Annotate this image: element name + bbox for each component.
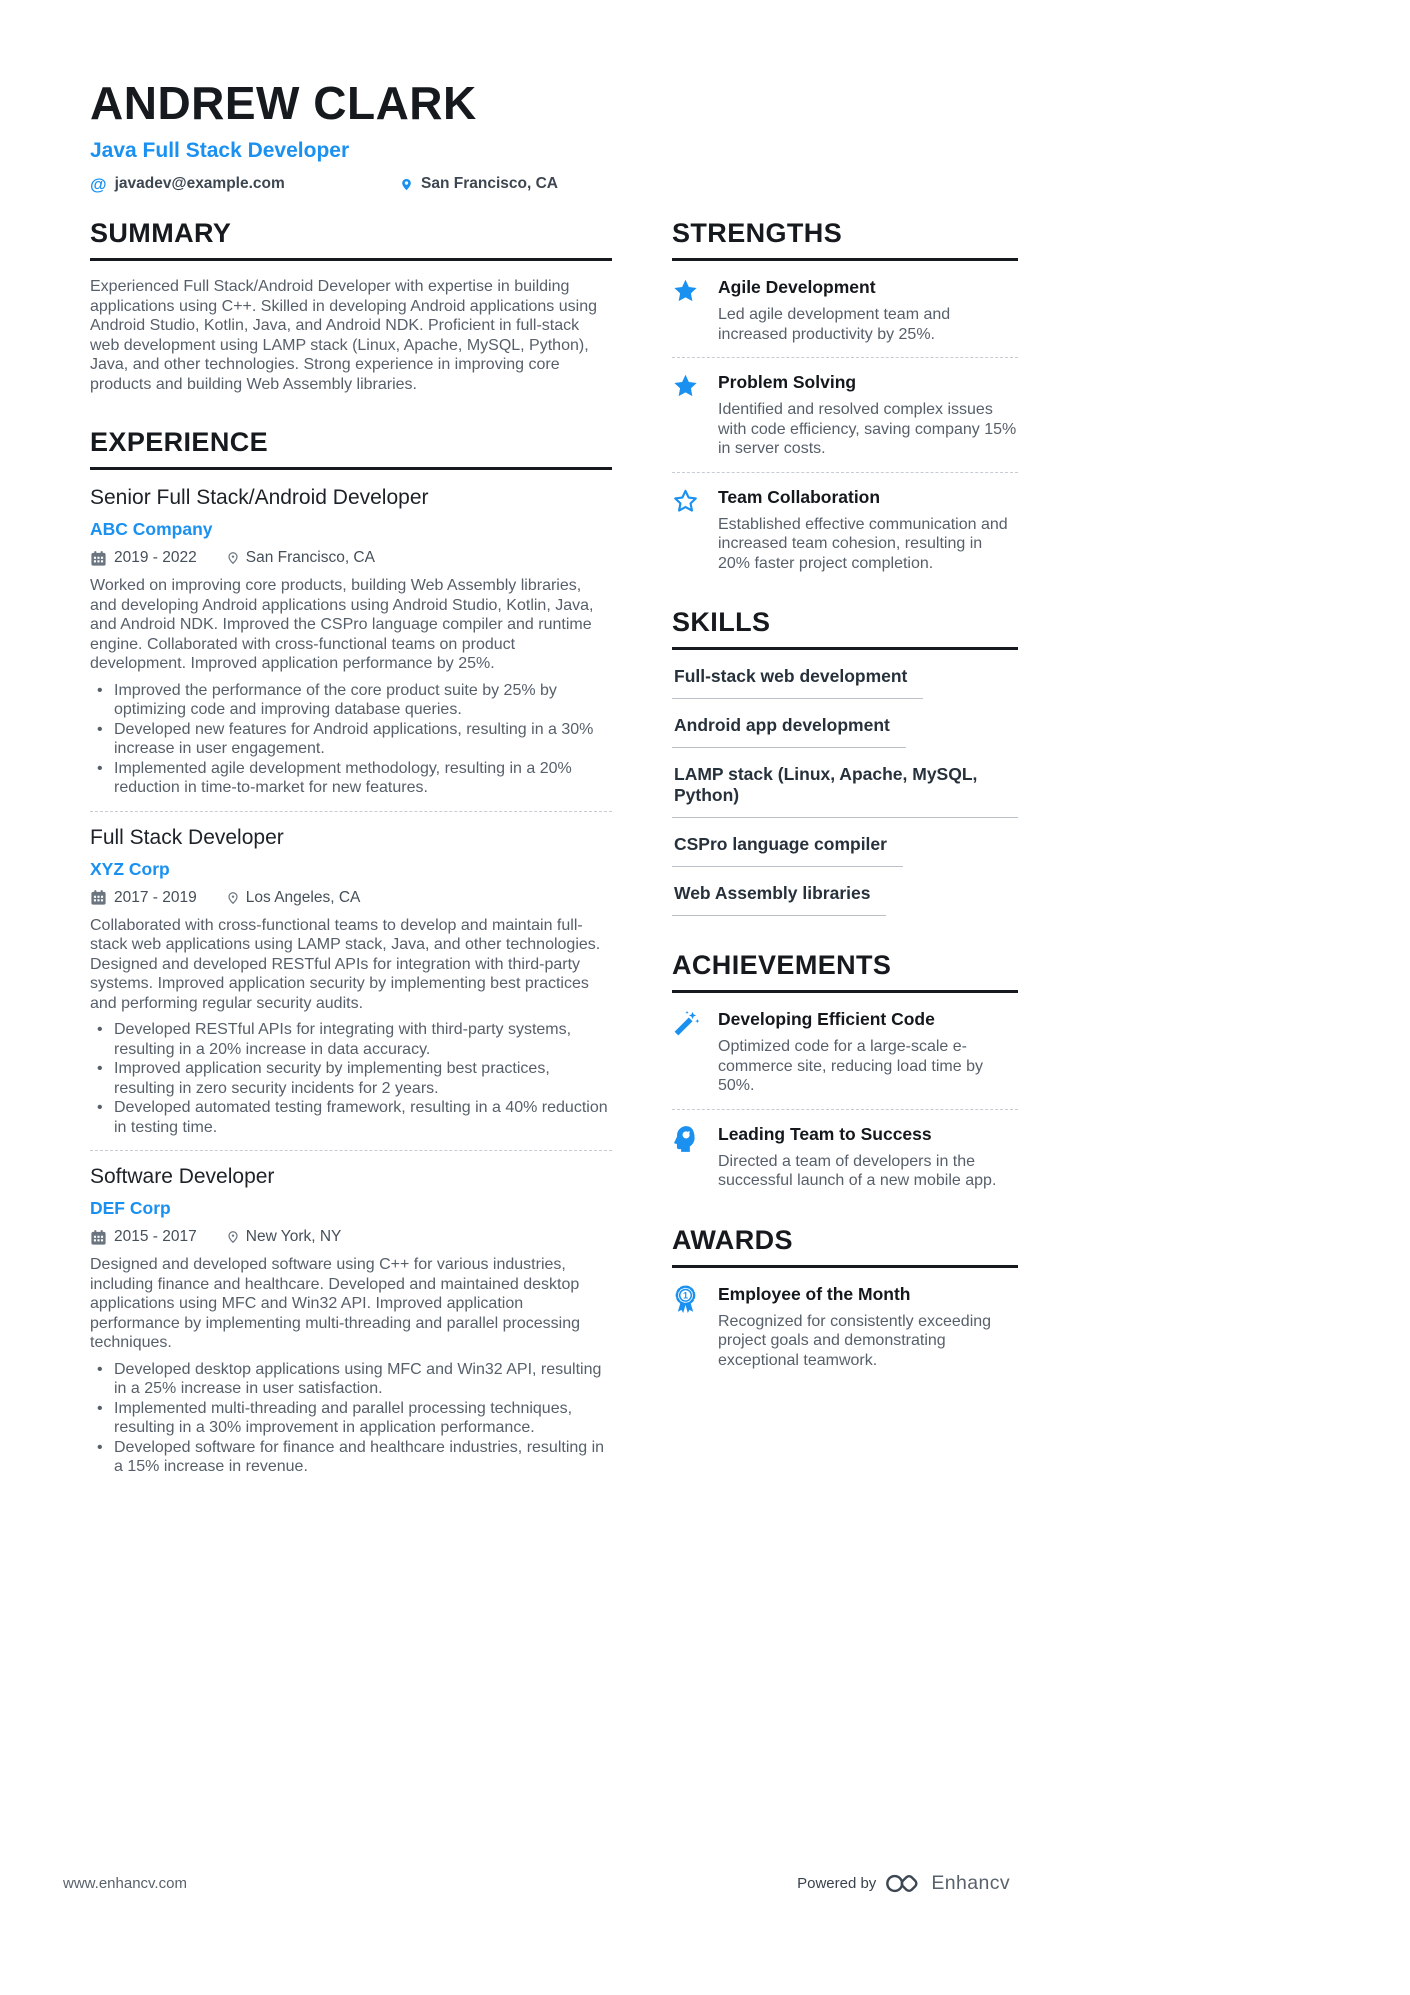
enhancv-logo-text: Enhancv [931, 1872, 1010, 1894]
skills-section [672, 607, 1018, 916]
job-entry [90, 486, 612, 798]
job-bullet: • Developed automated testing framework, resulting in a 40% reduction in testing time. [90, 1098, 612, 1137]
strength-item [672, 277, 1018, 344]
summary-heading: SUMMARY [90, 218, 612, 261]
page-footer [63, 1872, 1010, 1895]
job-title: Full Stack Developer [90, 825, 284, 849]
job-bullet: • Developed desktop applications using MFC and Win32 API, resulting in a 25% increase in user satisfaction. [90, 1360, 612, 1399]
achievement-text: Optimized code for a large-scale e-commerce site, reducing load time by 50%. [718, 1038, 983, 1094]
location-pin-icon [400, 176, 413, 193]
strength-item [672, 487, 1018, 574]
job-meta [90, 549, 612, 567]
strengths-section [672, 218, 1018, 573]
job-description: Collaborated with cross-functional teams to develop and maintain full-stack web applications using LAMP stack, Java, and other technologies. Designed and developed RESTful APIs for integration with third-party systems. Improved application security by implementing best practices and performing regular security audits. [90, 916, 601, 1012]
email-at-icon: @ [90, 174, 107, 194]
job-bullet: • Developed software for finance and healthcare industries, resulting in a 15% increase in revenue. [90, 1438, 612, 1477]
job-title: Software Developer [90, 1165, 275, 1188]
dashed-divider [90, 1150, 612, 1151]
svg-text:1: 1 [682, 1289, 689, 1300]
strengths-heading: STRENGTHS [672, 218, 1018, 261]
achievement-text: Directed a team of developers in the successful launch of a new mobile app. [718, 1152, 997, 1189]
summary-section [90, 218, 612, 394]
skill-label: CSPro language compiler [672, 834, 903, 867]
award-text: Recognized for consistently exceeding project goals and demonstrating exceptional teamwork. [718, 1312, 992, 1369]
achievements-section [672, 950, 1018, 1191]
award-title: Employee of the Month [718, 1283, 911, 1304]
magic-wand-icon [672, 1009, 718, 1038]
candidate-name: ANDREW CLARK [90, 77, 477, 129]
contact-row [90, 175, 1020, 193]
dashed-divider [90, 811, 612, 812]
dashed-divider [672, 357, 1018, 358]
strength-item [672, 372, 1018, 459]
dashed-divider [672, 1109, 1018, 1110]
contact-email [90, 175, 400, 193]
skill-label: LAMP stack (Linux, Apache, MySQL, Python) [672, 764, 1018, 818]
summary-text: Experienced Full Stack/Android Developer with expertise in building applications using C++. Skilled in developing Android applications using Android Studio, Kotlin, Java, and Android NDK. Proficient in full-stack web development using LAMP stack (Linux, Apache, MySQL, Python), Java, and other technologies. Strong experience in improving core products and building Web Assembly libraries. [90, 278, 597, 393]
job-bullet: • Implemented agile development methodology, resulting in a 20% reduction in time-to-market for new features. [90, 759, 612, 798]
company-name: DEF Corp [90, 1198, 171, 1218]
job-bullet-list [90, 1020, 612, 1137]
calendar-icon [90, 889, 107, 906]
skill-item [672, 715, 1018, 748]
job-location [227, 889, 361, 907]
job-description: Worked on improving core products, building Web Assembly libraries, and developing Android applications using Android Studio, Kotlin, Java, and Android NDK. Improved the CSPro language compiler and runtime engine. Collaborated with cross-functional teams on product development. Improved application performance by 25%. [90, 577, 594, 672]
job-bullet-list [90, 1360, 612, 1477]
location-pin-icon [227, 890, 239, 906]
company-name: ABC Company [90, 519, 213, 539]
enhancv-logo-icon [885, 1872, 922, 1895]
achievement-item [672, 1124, 1018, 1191]
skill-item [672, 764, 1018, 818]
company-name: XYZ Corp [90, 858, 170, 879]
job-bullet: • Implemented multi-threading and parallel processing techniques, resulting in a 30% improvement in application performance. [90, 1399, 612, 1438]
calendar-icon [90, 550, 107, 567]
contact-location [400, 175, 558, 193]
job-bullet: • Developed new features for Android applications, resulting in a 30% increase in user engagement. [90, 720, 612, 759]
strength-text: Identified and resolved complex issues with code efficiency, saving company 15% in server costs. [718, 401, 1017, 457]
job-dates [90, 549, 197, 567]
job-location-text: San Francisco, CA [245, 549, 375, 566]
star-filled-icon [672, 277, 718, 305]
location-pin-icon [227, 1229, 239, 1245]
dashed-divider [672, 472, 1018, 473]
strength-title: Agile Development [718, 277, 876, 297]
left-column [90, 218, 612, 1477]
candidate-title: Java Full Stack Developer [90, 139, 350, 162]
job-location [227, 1228, 342, 1246]
skill-label: Web Assembly libraries [672, 883, 886, 916]
experience-section [90, 427, 612, 1477]
head-idea-icon [672, 1124, 718, 1153]
achievement-title: Leading Team to Success [718, 1123, 932, 1144]
resume-header [90, 76, 1020, 193]
job-bullet: • Developed RESTful APIs for integrating with third-party systems, resulting in a 20% increase in data accuracy. [90, 1020, 612, 1059]
location-text: San Francisco, CA [421, 175, 558, 192]
job-location-text: New York, NY [245, 1228, 342, 1245]
achievements-heading: ACHIEVEMENTS [672, 950, 1018, 993]
job-dates-text: 2017 - 2019 [114, 888, 197, 906]
job-bullet: • Improved application security by implementing best practices, resulting in zero security incidents for 2 years. [90, 1059, 612, 1098]
job-entry [90, 826, 612, 1138]
email-link[interactable]: javadev@example.com [114, 175, 285, 192]
right-column [672, 218, 1018, 1370]
skills-heading: SKILLS [672, 607, 1018, 650]
skill-item [672, 883, 1018, 916]
strength-text: Led agile development team and increased productivity by 25%. [718, 306, 951, 343]
job-description: Designed and developed software using C++ for various industries, including finance and healthcare. Developed and maintained desktop applications using MFC and Win32 API. Improved application performance by implementing multi-threading and parallel processing techniques. [90, 1256, 581, 1351]
job-bullet: • Improved the performance of the core product suite by 25% by optimizing code and improving database queries. [90, 681, 612, 720]
achievement-item [672, 1009, 1018, 1096]
powered-by-label: Powered by [797, 1875, 877, 1892]
job-dates-text: 2019 - 2022 [114, 549, 197, 566]
powered-by [797, 1872, 1010, 1895]
job-location [227, 549, 375, 567]
job-title: Senior Full Stack/Android Developer [90, 486, 429, 509]
award-item [672, 1284, 1018, 1371]
footer-site-link[interactable]: www.enhancv.com [63, 1875, 187, 1892]
job-location-text: Los Angeles, CA [245, 888, 361, 906]
skill-label: Android app development [672, 715, 906, 748]
strength-text: Established effective communication and increased team cohesion, resulting in 20% faster project completion. [718, 515, 1008, 572]
strength-title: Team Collaboration [718, 486, 881, 507]
calendar-icon [90, 1229, 107, 1246]
skill-item [672, 666, 1018, 699]
awards-section [672, 1225, 1018, 1371]
strength-title: Problem Solving [718, 372, 857, 392]
skill-item [672, 834, 1018, 867]
job-bullet-list [90, 681, 612, 798]
star-filled-icon [672, 372, 718, 400]
job-dates-text: 2015 - 2017 [114, 1228, 197, 1245]
job-meta [90, 1228, 612, 1246]
medal-icon [672, 1284, 718, 1315]
skill-label: Full-stack web development [672, 666, 923, 699]
job-dates [90, 889, 197, 907]
location-pin-icon [227, 550, 239, 566]
achievement-title: Developing Efficient Code [718, 1009, 935, 1029]
job-dates [90, 1228, 197, 1246]
awards-heading: AWARDS [672, 1225, 1018, 1268]
star-outline-icon [672, 487, 718, 515]
experience-heading: EXPERIENCE [90, 427, 612, 470]
job-meta [90, 889, 612, 907]
job-entry [90, 1165, 612, 1477]
